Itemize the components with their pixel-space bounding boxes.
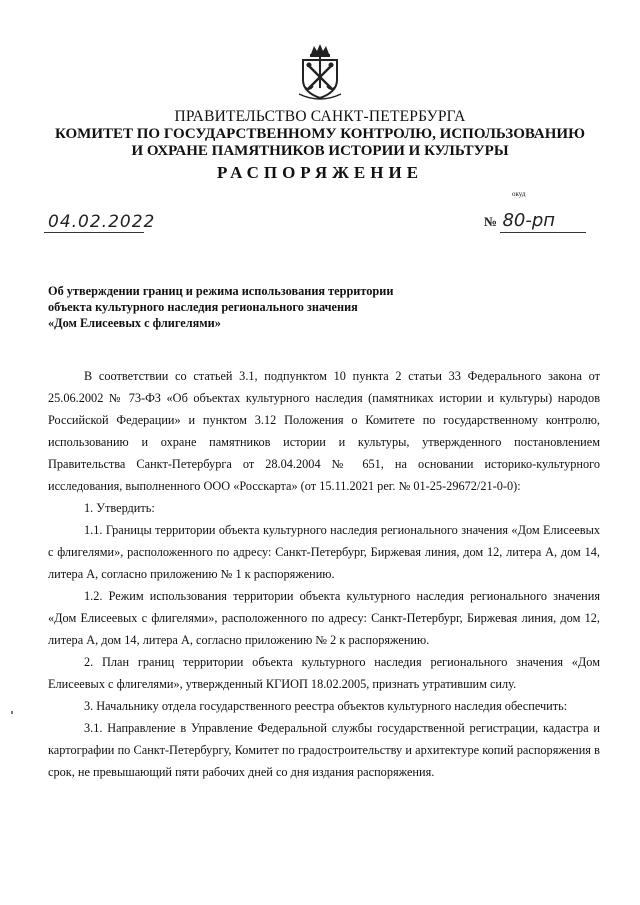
number-underline	[500, 232, 586, 233]
paragraph-item-3: 3. Начальнику отдела государственного реестра объектов культурного наследия обеспечить:	[84, 699, 568, 713]
paragraph-item-1-2: 1.2. Режим использования территории объекта культурного наследия регионального значения «Дом Елисеевых с флигелями», расположенного по адресу: Санкт-Петербург, Биржевая линия, дом 12, литера А, дом 14, литера А, согласно приложению № 2 к распоряжению.	[48, 589, 600, 647]
paragraph-item-1: 1. Утвердить:	[84, 501, 155, 515]
okud-label: окуд	[512, 190, 526, 198]
number-sign: №	[484, 214, 498, 229]
coat-of-arms-icon	[297, 42, 343, 104]
paragraph-item-2: 2. План границ территории объекта культурного наследия регионального значения «Дом Елисеевых с флигелями», утвержденный КГИОП 18.02.2005, признать утратившим силу.	[48, 655, 600, 691]
document-subject	[48, 283, 393, 331]
subject-line2: объекта культурного наследия регионального значения	[48, 300, 358, 314]
paragraph-item-3-1: 3.1. Направление в Управление Федеральной службы государственной регистрации, кадастра и картографии по Санкт-Петербургу, Комитет по градостроительству и архитектуре копий распоряжения в срок, не превышающий пяти рабочих дней со дня издания распоряжения.	[48, 721, 600, 779]
date-underline	[44, 232, 144, 233]
committee-name-line1: КОМИТЕТ ПО ГОСУДАРСТВЕННОМУ КОНТРОЛЮ, ИСПОЛЬЗОВАНИЮ	[55, 126, 585, 142]
document-number	[484, 210, 555, 231]
government-name: ПРАВИТЕЛЬСТВО САНКТ-ПЕТЕРБУРГА	[174, 108, 466, 125]
committee-name	[0, 126, 640, 160]
document-date: 04.02.2022	[48, 212, 156, 232]
subject-line3: «Дом Елисеевых с флигелями»	[48, 316, 221, 330]
document-type-title: РАСПОРЯЖЕНИЕ	[216, 163, 424, 182]
document-body	[48, 365, 600, 783]
scan-speck	[11, 711, 13, 714]
committee-name-line2: И ОХРАНЕ ПАМЯТНИКОВ ИСТОРИИ И КУЛЬТУРЫ	[131, 143, 509, 159]
subject-line1: Об утверждении границ и режима использования территории	[48, 284, 394, 298]
number-value: 80-рп	[502, 210, 556, 231]
paragraph-item-1-1: 1.1. Границы территории объекта культурного наследия регионального значения «Дом Елисеевых с флигелями», расположенного по адресу: Санкт-Петербург, Биржевая линия, дом 12, литера А, дом 14, литера А, согласно приложению № 1 к распоряжению.	[48, 523, 600, 581]
paragraph-preamble: В соответствии со статьей 3.1, подпунктом 10 пункта 2 статьи 33 Федерального закона от 25.06.2002 № 73-ФЗ «Об объектах культурного наследия (памятниках истории и культуры) народов Российской Федерации» и пунктом 3.12 Положения о Комитете по государственному контролю, использованию и охране памятников истории и культуры, утвержденного постановлением Правительства Санкт-Петербурга от 28.04.2004 № 651, на основании историко-культурного исследования, выполненного ООО «Росскарта» (от 15.11.2021 рег. № 01-25-29672/21-0-0):	[48, 369, 600, 493]
